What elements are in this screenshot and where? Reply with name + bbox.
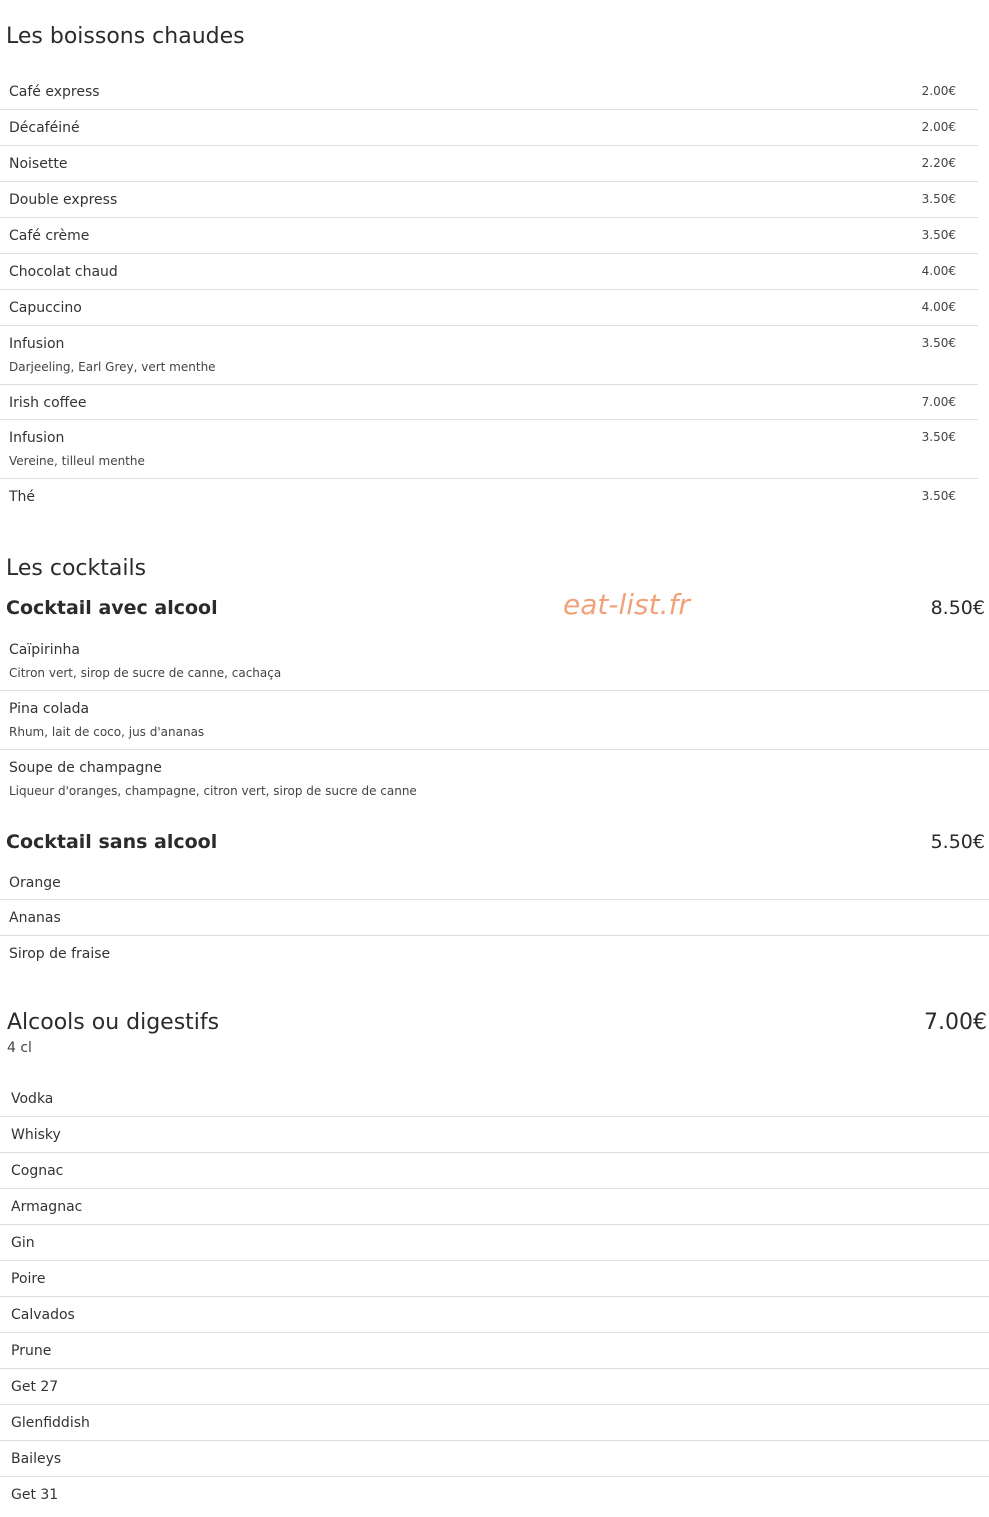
menu-item [0,750,989,809]
item-name: Orange [9,875,61,891]
item-name: Café crème [9,228,90,244]
item-description: Rhum, lait de coco, jus d'ananas [9,725,205,739]
item-description: Liqueur d'oranges, champagne, citron vert, sirop de sucre de canne [9,784,417,798]
item-name: Vodka [11,1091,54,1107]
item-name: Infusion [9,336,65,352]
item-price: 3.50€ [921,430,956,444]
item-name: Chocolat chaud [9,264,118,280]
subsection-price-cocktail-no-alcohol: 5.50€ [930,831,985,853]
menu-item [0,74,978,110]
menu-item [0,1477,989,1513]
menu-item [0,632,989,691]
item-name: Décaféiné [9,120,80,136]
menu-item [0,1261,989,1297]
item-price: 7.00€ [921,395,956,409]
item-name: Irish coffee [9,395,87,411]
menu-item [0,182,978,218]
item-name: Get 31 [11,1487,59,1503]
menu-item [0,1225,989,1261]
menu-item [0,1081,989,1117]
spirits-list [0,1081,989,1513]
item-name: Pina colada [9,701,90,717]
item-name: Infusion [9,430,65,446]
item-name: Capuccino [9,300,82,316]
menu-item [0,290,978,326]
menu-item [0,1153,989,1189]
menu-item [0,1405,989,1441]
cocktail-no-alcohol-list [0,865,989,972]
menu-item [0,146,978,182]
item-price: 2.20€ [921,156,956,170]
item-name: Calvados [11,1307,75,1323]
menu-item [0,900,989,936]
item-name: Sirop de fraise [9,946,111,962]
item-description: Vereine, tilleul menthe [9,454,145,468]
item-description: Citron vert, sirop de sucre de canne, cachaça [9,666,282,680]
item-name: Prune [11,1343,52,1359]
menu-item [0,1333,989,1369]
item-name: Caïpirinha [9,642,80,658]
menu-item [0,218,978,254]
item-price: 3.50€ [921,489,956,503]
item-description: Darjeeling, Earl Grey, vert menthe [9,360,216,374]
item-name: Soupe de champagne [9,760,162,776]
menu-item [0,479,978,515]
menu-item [0,1369,989,1405]
item-name: Gin [11,1235,35,1251]
menu-item [0,691,989,750]
subsection-title-cocktail-alcohol: Cocktail avec alcool [6,597,218,619]
cocktail-alcohol-list [0,632,989,809]
item-price: 2.00€ [921,120,956,134]
menu-item [0,1441,989,1477]
item-name: Poire [11,1271,46,1287]
item-name: Get 27 [11,1379,59,1395]
item-name: Café express [9,84,100,100]
item-price: 4.00€ [921,264,956,278]
menu-item [0,254,978,290]
subsection-price-cocktail-alcohol: 8.50€ [930,597,985,619]
serving-size-note: 4 cl [7,1040,32,1056]
item-price: 3.50€ [921,336,956,350]
item-name: Baileys [11,1451,62,1467]
item-name: Armagnac [11,1199,83,1215]
menu-item [0,420,978,479]
item-price: 3.50€ [921,192,956,206]
item-name: Ananas [9,910,61,926]
menu-item [0,865,989,900]
menu-item [0,110,978,146]
item-price: 2.00€ [921,84,956,98]
hot-drinks-list [0,74,978,515]
item-name: Double express [9,192,118,208]
item-name: Noisette [9,156,68,172]
menu-item [0,326,978,385]
watermark: eat-list.fr [563,588,690,621]
menu-item [0,936,989,972]
menu-item [0,1189,989,1225]
menu-item [0,1297,989,1333]
section-title-hot-drinks: Les boissons chaudes [6,24,245,49]
section-price-spirits: 7.00€ [924,1010,987,1035]
menu-item [0,385,978,420]
item-name: Whisky [11,1127,61,1143]
item-name: Thé [9,489,36,505]
item-price: 4.00€ [921,300,956,314]
item-price: 3.50€ [921,228,956,242]
item-name: Glenfiddish [11,1415,90,1431]
item-name: Cognac [11,1163,64,1179]
section-title-spirits: Alcools ou digestifs [7,1010,220,1035]
section-title-cocktails: Les cocktails [6,556,147,581]
subsection-title-cocktail-no-alcohol: Cocktail sans alcool [6,831,218,853]
menu-item [0,1117,989,1153]
